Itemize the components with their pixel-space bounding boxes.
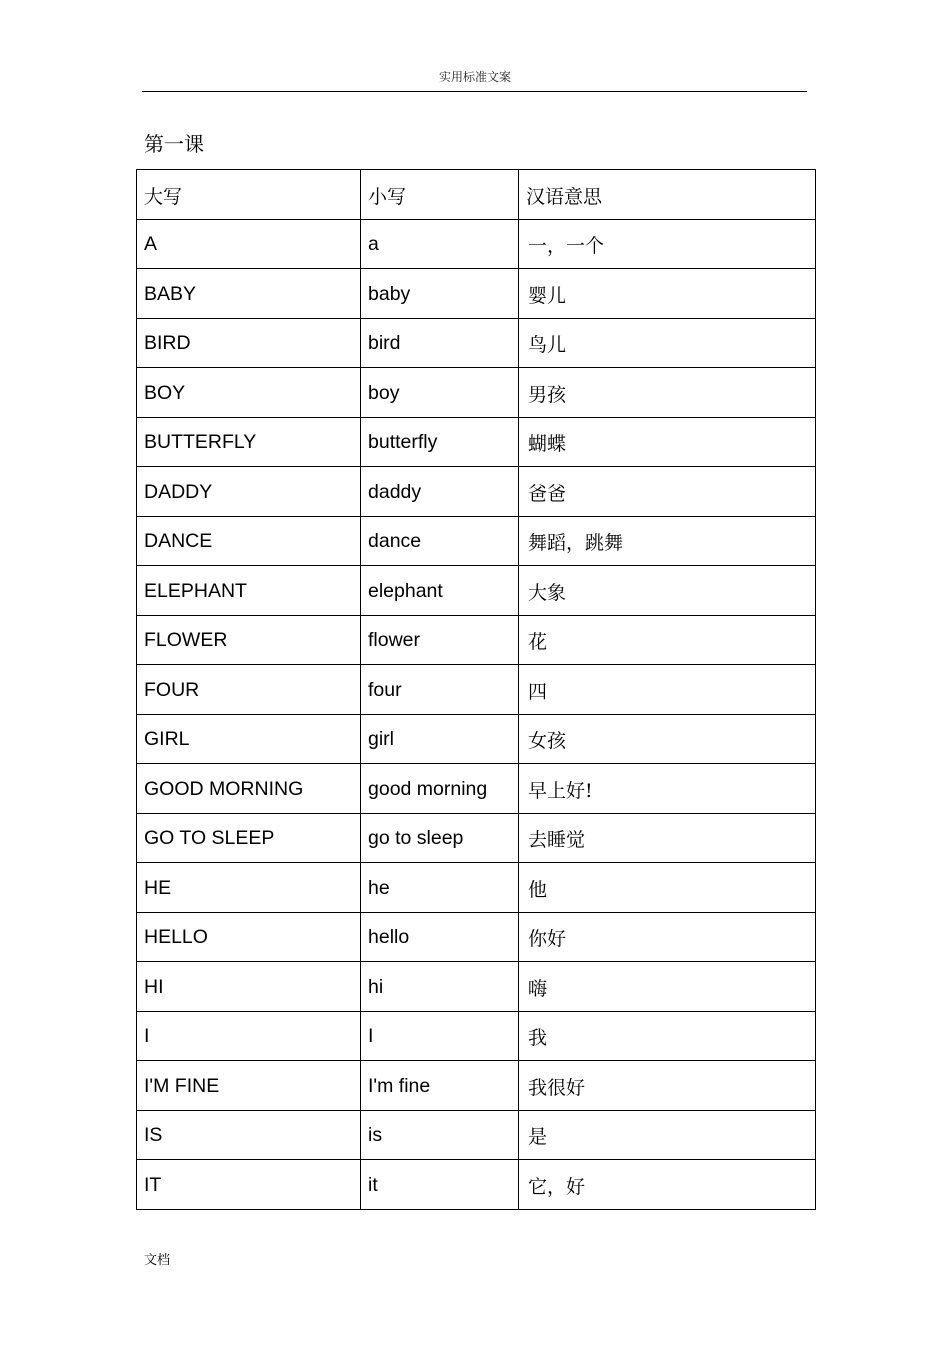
page-footer-text: 文档 <box>144 1253 171 1268</box>
header-cell-uppercase: 大写 <box>137 170 361 220</box>
meaning-cell: 舞蹈，跳舞 <box>519 516 816 566</box>
table-row <box>137 318 816 368</box>
table-row <box>137 764 816 814</box>
meaning-cell: 一，一个 <box>519 219 816 269</box>
uppercase-cell: HE <box>137 863 361 913</box>
uppercase-cell: DADDY <box>137 467 361 517</box>
table-row <box>137 1160 816 1210</box>
lowercase-cell: I <box>361 1011 519 1061</box>
meaning-cell: 我 <box>519 1011 816 1061</box>
uppercase-cell: IS <box>137 1110 361 1160</box>
lowercase-cell: is <box>361 1110 519 1160</box>
meaning-cell: 花 <box>519 615 816 665</box>
lowercase-cell: good morning <box>361 764 519 814</box>
uppercase-cell: BUTTERFLY <box>137 417 361 467</box>
table-row <box>137 368 816 418</box>
lowercase-cell: he <box>361 863 519 913</box>
meaning-cell: 爸爸 <box>519 467 816 517</box>
lowercase-cell: I'm fine <box>361 1061 519 1111</box>
uppercase-cell: I'M FINE <box>137 1061 361 1111</box>
meaning-cell: 婴儿 <box>519 269 816 319</box>
table-header-row <box>137 170 816 220</box>
uppercase-cell: GIRL <box>137 714 361 764</box>
uppercase-cell: BIRD <box>137 318 361 368</box>
table-row <box>137 219 816 269</box>
meaning-cell: 女孩 <box>519 714 816 764</box>
table-row <box>137 1110 816 1160</box>
uppercase-cell: DANCE <box>137 516 361 566</box>
header-divider <box>142 91 807 92</box>
uppercase-cell: GOOD MORNING <box>137 764 361 814</box>
lesson-title: 第一课 <box>144 132 204 156</box>
uppercase-cell: ELEPHANT <box>137 566 361 616</box>
uppercase-cell: FOUR <box>137 665 361 715</box>
lowercase-cell: girl <box>361 714 519 764</box>
table-row <box>137 615 816 665</box>
uppercase-cell: HI <box>137 962 361 1012</box>
meaning-cell: 它，好 <box>519 1160 816 1210</box>
lowercase-cell: elephant <box>361 566 519 616</box>
uppercase-cell: BABY <box>137 269 361 319</box>
page-header-title: 实用标准文案 <box>438 70 511 84</box>
table-row <box>137 516 816 566</box>
lowercase-cell: baby <box>361 269 519 319</box>
meaning-cell: 蝴蝶 <box>519 417 816 467</box>
meaning-cell: 男孩 <box>519 368 816 418</box>
uppercase-cell: BOY <box>137 368 361 418</box>
table-row <box>137 912 816 962</box>
uppercase-cell: GO TO SLEEP <box>137 813 361 863</box>
table-row <box>137 863 816 913</box>
meaning-cell: 我很好 <box>519 1061 816 1111</box>
table-row <box>137 269 816 319</box>
lowercase-cell: four <box>361 665 519 715</box>
lowercase-cell: it <box>361 1160 519 1210</box>
lowercase-cell: go to sleep <box>361 813 519 863</box>
table-row <box>137 1011 816 1061</box>
table-row <box>137 665 816 715</box>
meaning-cell: 四 <box>519 665 816 715</box>
uppercase-cell: I <box>137 1011 361 1061</box>
lowercase-cell: bird <box>361 318 519 368</box>
table-row <box>137 467 816 517</box>
uppercase-cell: A <box>137 219 361 269</box>
header-cell-chinese-meaning: 汉语意思 <box>519 170 816 220</box>
meaning-cell: 你好 <box>519 912 816 962</box>
uppercase-cell: FLOWER <box>137 615 361 665</box>
lowercase-cell: a <box>361 219 519 269</box>
table-row <box>137 962 816 1012</box>
lowercase-cell: flower <box>361 615 519 665</box>
table-row <box>137 1061 816 1111</box>
meaning-cell: 是 <box>519 1110 816 1160</box>
lowercase-cell: boy <box>361 368 519 418</box>
meaning-cell: 大象 <box>519 566 816 616</box>
table-row <box>137 566 816 616</box>
vocabulary-table <box>136 169 816 1210</box>
table-row <box>137 813 816 863</box>
lowercase-cell: dance <box>361 516 519 566</box>
uppercase-cell: HELLO <box>137 912 361 962</box>
header-cell-lowercase: 小写 <box>361 170 519 220</box>
meaning-cell: 嗨 <box>519 962 816 1012</box>
table-row <box>137 417 816 467</box>
table-row <box>137 714 816 764</box>
lowercase-cell: hi <box>361 962 519 1012</box>
meaning-cell: 去睡觉 <box>519 813 816 863</box>
meaning-cell: 他 <box>519 863 816 913</box>
lowercase-cell: hello <box>361 912 519 962</box>
meaning-cell: 早上好! <box>519 764 816 814</box>
lowercase-cell: butterfly <box>361 417 519 467</box>
lowercase-cell: daddy <box>361 467 519 517</box>
meaning-cell: 鸟儿 <box>519 318 816 368</box>
uppercase-cell: IT <box>137 1160 361 1210</box>
